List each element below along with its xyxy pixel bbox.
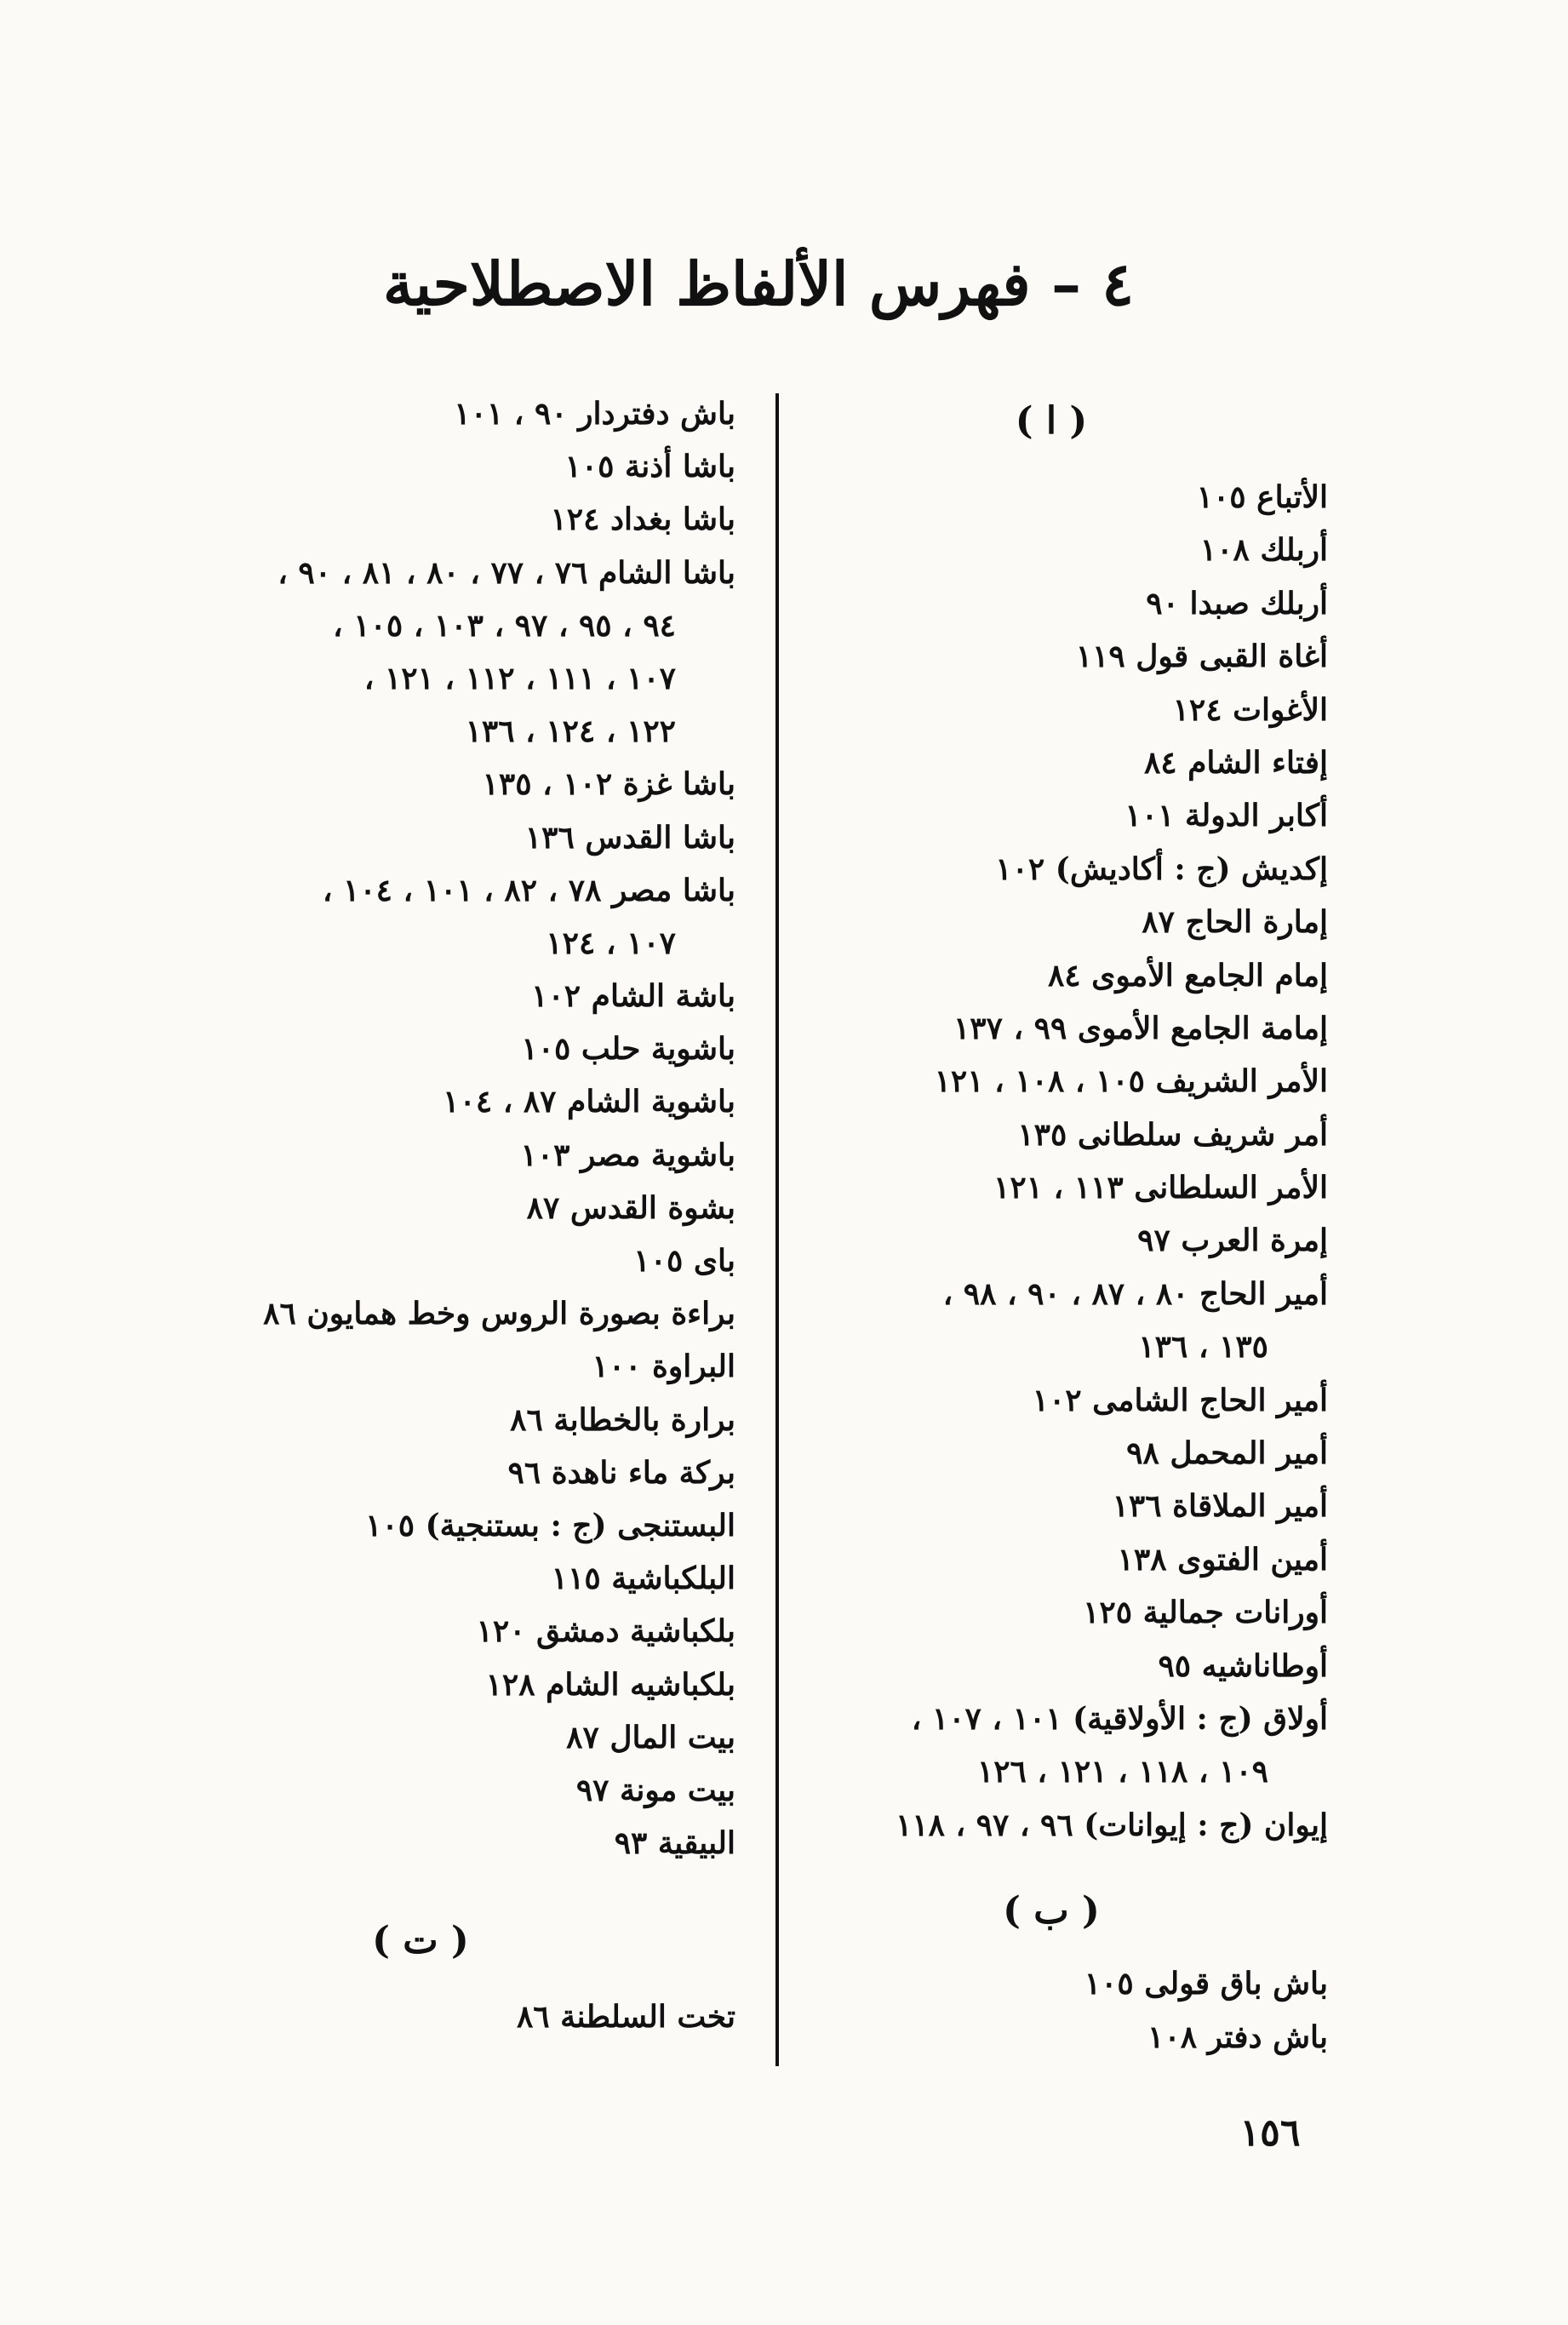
index-entry: البلكباشية ١١٥ [551, 1560, 735, 1597]
index-entry: باشوية حلب ١٠٥ [521, 1031, 735, 1068]
index-entry: الأتباع ١٠٥ [1196, 479, 1328, 515]
index-entry: البيقية ٩٣ [614, 1825, 735, 1862]
index-entry: باشا القدس ١٣٦ [524, 819, 735, 856]
entries-alif [775, 471, 1328, 1852]
index-entry: أوطاناشيه ٩٥ [1158, 1647, 1328, 1684]
column-divider [775, 393, 779, 2066]
entries-ba [775, 1957, 1328, 2064]
index-entry: باشا بغداد ١٢٤ [550, 501, 735, 538]
section-heading-ta: ( ت ) [372, 1919, 469, 1963]
index-entry: إمارة الحاج ٨٧ [1142, 904, 1328, 941]
index-entry: أمر شريف سلطانى ١٣٥ [1017, 1116, 1328, 1153]
index-entry: باشا مصر ٧٨ ، ٨٢ ، ١٠١ ، ١٠٤ ، [322, 872, 735, 908]
left-column [106, 387, 735, 2043]
index-entry-continuation: ١٣٥ ، ١٣٦ [1138, 1329, 1268, 1366]
index-entry-continuation: ١٠٧ ، ١٢٤ [546, 925, 676, 961]
index-entry: بشوة القدس ٨٧ [526, 1189, 735, 1226]
index-entry: باى ١٠٥ [633, 1243, 735, 1279]
index-entry: باش باق قولى ١٠٥ [1084, 1966, 1328, 2002]
index-entry: أمين الفتوى ١٣٨ [1117, 1541, 1328, 1578]
entries-ta [106, 1990, 735, 2043]
index-entry: باشة الشام ١٠٢ [531, 978, 735, 1015]
index-entry: الأغوات ١٢٤ [1172, 691, 1328, 728]
right-column [775, 387, 1328, 2064]
index-entry: أكابر الدولة ١٠١ [1124, 798, 1328, 834]
entries-ba-continued [106, 387, 735, 1870]
page-title: ٤ – فهرس الألفاظ الاصطلاحية [383, 249, 1134, 319]
index-entry: برارة بالخطابة ٨٦ [510, 1401, 735, 1438]
index-entry-continuation: ٩٤ ، ٩٥ ، ٩٧ ، ١٠٣ ، ١٠٥ ، [333, 607, 676, 644]
index-entry: أولاق (ج : الأولاقية) ١٠١ ، ١٠٧ ، [911, 1700, 1328, 1737]
index-entry: بيت مونة ٩٧ [575, 1772, 735, 1808]
index-entry: إمرة العرب ٩٧ [1137, 1223, 1328, 1259]
index-entry: باشوية الشام ٨٧ ، ١٠٤ [443, 1084, 735, 1120]
index-entry: باش دفتر ١٠٨ [1147, 2019, 1328, 2055]
index-entry: إكديش (ج : أكاديش) ١٠٢ [995, 850, 1328, 887]
index-entry: باشا الشام ٧٦ ، ٧٧ ، ٨٠ ، ٨١ ، ٩٠ ، [278, 554, 735, 591]
index-entry: بيت المال ٨٧ [566, 1719, 735, 1755]
index-entry: بلكباشيه الشام ١٢٨ [485, 1666, 735, 1703]
index-entry: أمير الملاقاة ١٣٦ [1112, 1488, 1328, 1525]
index-entry: إمام الجامع الأموى ٨٤ [1047, 957, 1328, 994]
index-entry: أمير الحاج ٨٠ ، ٨٧ ، ٩٠ ، ٩٨ ، [942, 1275, 1328, 1312]
index-entry-continuation: ١٠٧ ، ١١١ ، ١١٢ ، ١٢١ ، [363, 660, 676, 696]
index-entry: الأمر السلطانى ١١٣ ، ١٢١ [993, 1170, 1328, 1206]
section-heading-alif: ( ا ) [1015, 399, 1088, 443]
index-entry: البستنجى (ج : بستنجية) ١٠٥ [365, 1507, 735, 1543]
index-entry: باشوية مصر ١٠٣ [520, 1137, 735, 1173]
index-entry: أربلك ١٠٨ [1199, 532, 1328, 569]
index-entry: أمير الحاج الشامى ١٠٢ [1032, 1382, 1328, 1418]
index-entry-continuation: ١٢٢ ، ١٢٤ ، ١٣٦ [465, 713, 676, 750]
section-heading-ba: ( ب ) [1003, 1889, 1100, 1933]
index-entry: البراوة ١٠٠ [592, 1349, 735, 1385]
index-entry: بلكباشية دمشق ١٢٠ [476, 1613, 735, 1650]
index-entry: بركة ماء ناهدة ٩٦ [507, 1454, 735, 1491]
index-entry: أمير المحمل ٩٨ [1126, 1435, 1328, 1472]
index-entry: تخت السلطنة ٨٦ [516, 1999, 735, 2036]
index-entry: الأمر الشريف ١٠٥ ، ١٠٨ ، ١٢١ [934, 1063, 1328, 1100]
page-number: ١٥٦ [1239, 2111, 1301, 2155]
index-entry: باش دفتردار ٩٠ ، ١٠١ [454, 396, 735, 432]
index-entry: أورانات جمالية ١٢٥ [1083, 1595, 1328, 1631]
index-entry-continuation: ١٠٩ ، ١١٨ ، ١٢١ ، ١٢٦ [976, 1754, 1268, 1790]
index-entry: براءة بصورة الروس وخط همايون ٨٦ [263, 1296, 735, 1332]
index-entry: باشا غزة ١٠٢ ، ١٣٥ [482, 766, 735, 803]
index-entry: إفتاء الشام ٨٤ [1143, 744, 1328, 781]
index-entry: أغاة القبى قول ١١٩ [1075, 639, 1328, 675]
index-entry: إيوان (ج : إيوانات) ٩٦ ، ٩٧ ، ١١٨ [895, 1807, 1328, 1843]
index-entry: أربلك صبدا ٩٠ [1146, 585, 1328, 621]
index-entry: باشا أذنة ١٠٥ [564, 449, 735, 485]
index-entry: إمامة الجامع الأموى ٩٩ ، ١٣٧ [953, 1010, 1328, 1046]
